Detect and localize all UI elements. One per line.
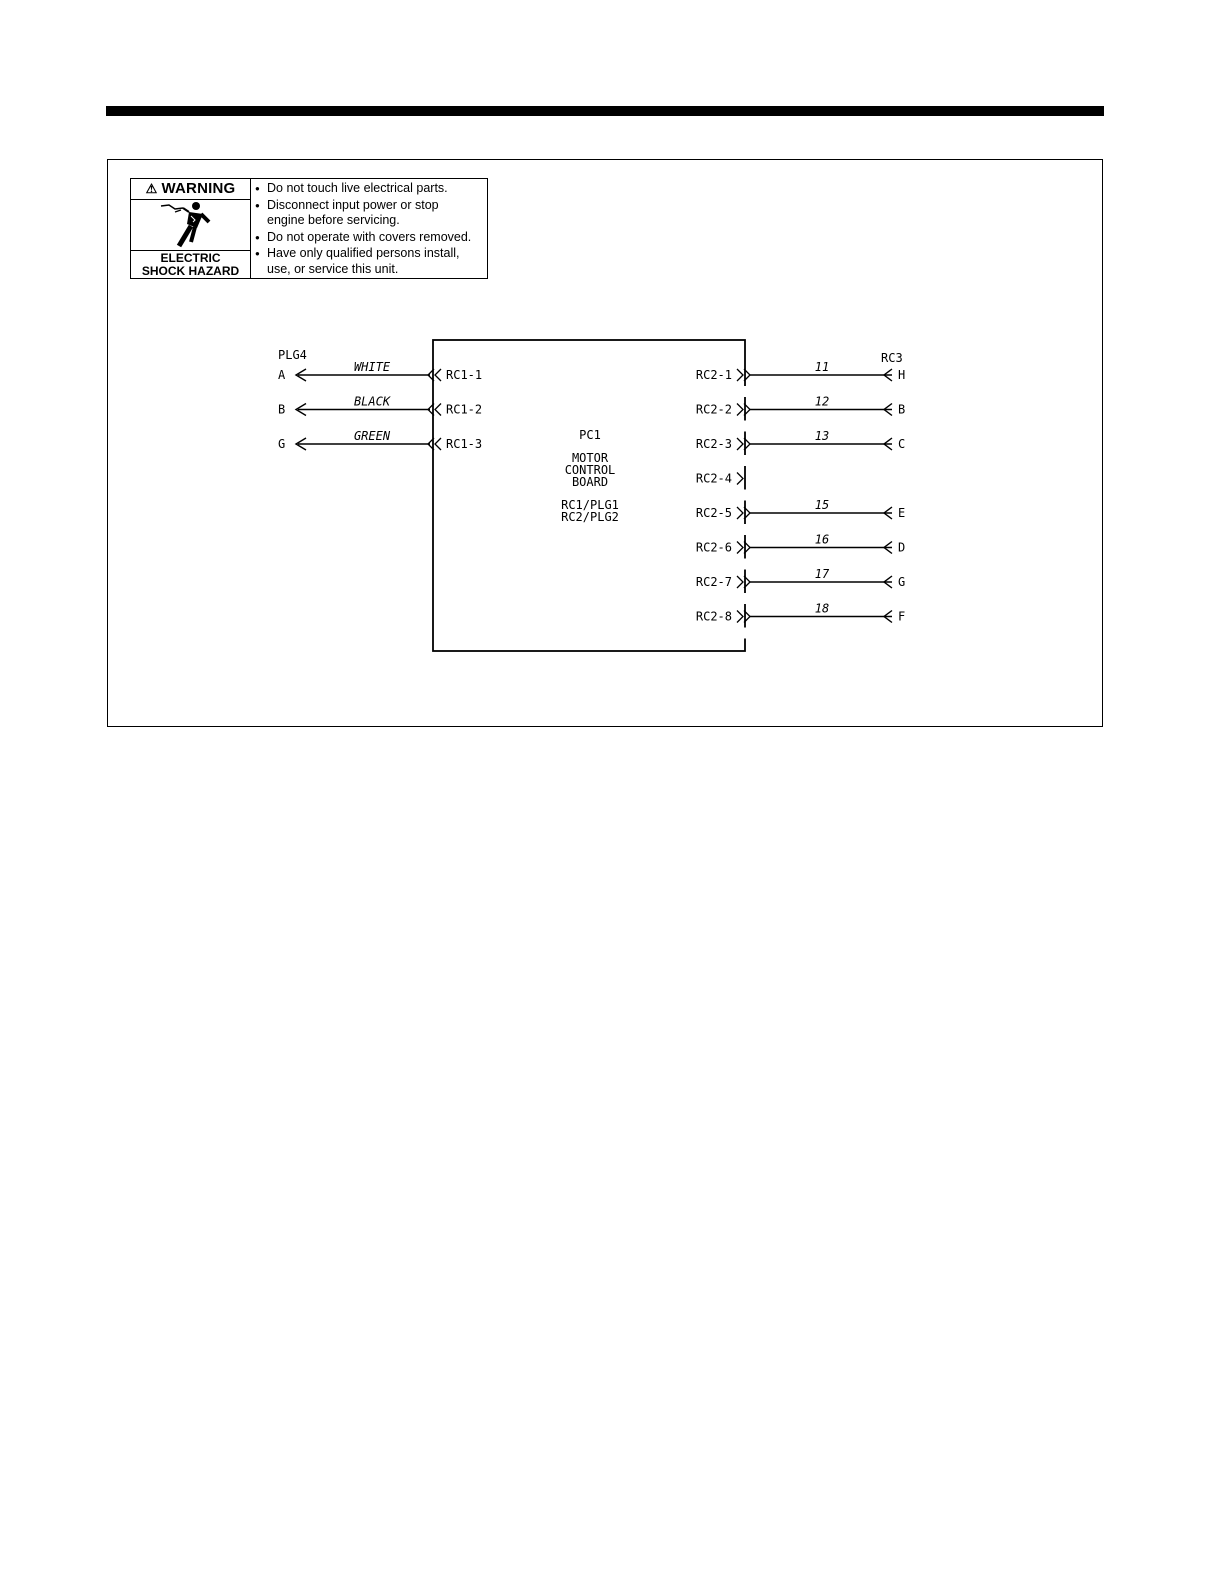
right-pin-letter: E [898,506,906,520]
right-board-pin: RC2-3 [695,437,732,451]
warning-item: ● Do not operate with covers removed. [255,230,487,246]
left-board-pin: RC1-3 [446,437,483,451]
right-wire-number: 13 [814,429,830,443]
left-pin-letter: G [278,437,286,451]
right-pin-chevron [737,369,750,381]
right-pin-chevron [737,404,750,416]
right-connector-label: RC3 [881,351,903,365]
warning-item: ● Have only qualified persons install, use, or service this unit. [255,246,487,277]
left-pin-letter: A [278,368,286,382]
right-wire-number: 15 [814,498,830,512]
warning-triangle-icon: ⚠ [145,181,158,196]
left-connector-label: PLG4 [278,348,307,362]
board-desc-line2: CONTROL [564,463,616,477]
board-desc-line1: MOTOR [571,451,609,465]
right-board-pin: RC2-1 [695,368,732,382]
left-pin-letter: B [278,402,286,417]
warning-item: ● Disconnect input power or stop engine before servicing. [255,198,487,229]
right-wire-number: 12 [814,394,830,409]
left-wire-color: WHITE [353,360,391,374]
board-desc-line3: BOARD [571,475,609,489]
right-board-pin: RC2-7 [695,575,732,589]
right-wires [696,360,905,639]
right-wire-number: 16 [814,532,830,547]
left-board-pin: RC1-2 [446,402,483,417]
warning-item: ● Do not touch live electrical parts. [255,181,487,197]
right-pin-chevron [737,542,750,554]
board-conn1: RC1/PLG1 [561,498,619,512]
left-board-pin: RC1-1 [446,368,483,382]
right-pin-letter: F [898,609,906,624]
right-pin-chevron [737,576,750,588]
right-pin-chevron [737,473,743,485]
board-outline [433,340,745,651]
left-wire-color: GREEN [353,429,391,443]
right-board-pin: RC2-8 [695,609,732,624]
right-pin-letter: C [898,437,906,451]
right-wire-number: 11 [814,360,830,374]
board-id: PC1 [579,428,601,442]
left-wires [278,360,482,451]
right-pin-letter: D [898,540,906,555]
left-wire-color: BLACK [353,394,391,409]
right-pin-chevron [737,507,750,519]
right-pin-letter: H [898,368,906,382]
right-board-pin: RC2-2 [695,402,732,417]
right-pin-letter: G [898,575,906,589]
right-board-pin: RC2-6 [695,540,732,555]
right-board-pin: RC2-4 [695,471,732,486]
right-board-pin: RC2-5 [695,506,732,520]
right-wire-number: 18 [814,601,830,616]
right-pin-letter: B [898,402,906,417]
right-pin-chevron [737,611,750,623]
hazard-type-label: ELECTRIC SHOCK HAZARD [131,250,250,278]
warning-heading: ⚠ WARNING [131,179,250,200]
board-conn2: RC2/PLG2 [561,510,619,524]
right-wire-number: 17 [814,567,830,581]
right-pin-chevron [737,438,750,450]
